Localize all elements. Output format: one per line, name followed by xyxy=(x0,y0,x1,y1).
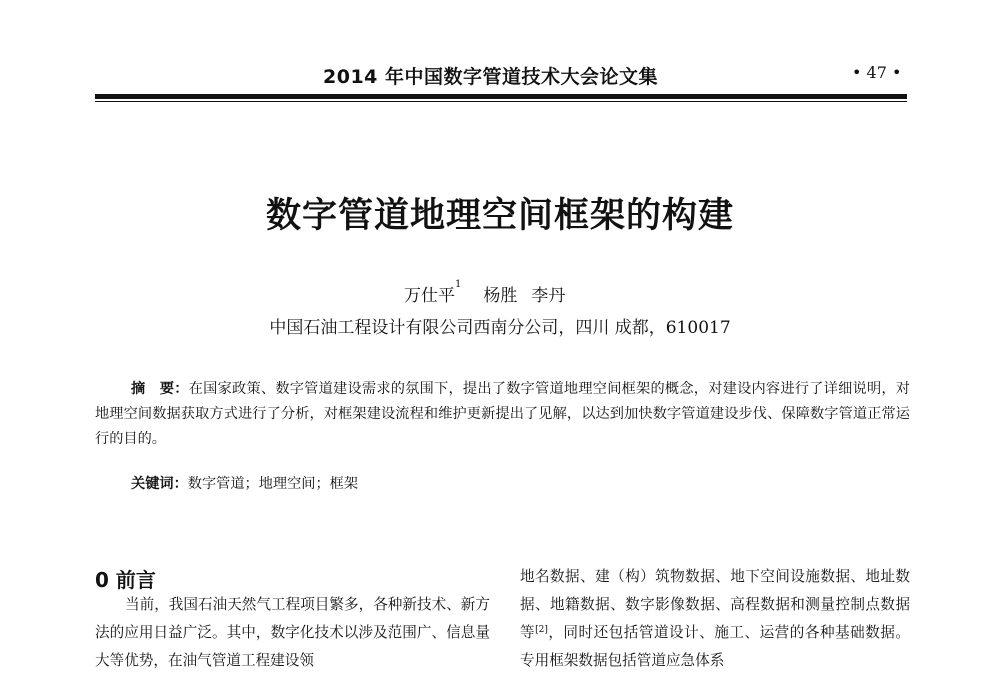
section-heading: 0 前言 xyxy=(95,568,156,592)
abstract xyxy=(95,377,910,452)
affiliation: 中国石油工程设计有限公司西南分公司，四川 成都，610017 xyxy=(269,318,731,338)
keywords xyxy=(131,473,358,493)
article-title: 数字管道地理空间框架的构建 xyxy=(265,196,734,236)
body-text: 地名数据、建（构）筑物数据、地下空间设施数据、地址数据、地籍数据、数字影像数据、高程数据和测量控制点数据等 xyxy=(520,568,910,641)
running-title: 2014 年中国数字管道技术大会论文集 xyxy=(323,66,658,88)
page-number: • 47 • xyxy=(852,63,902,82)
author-name: 李丹 xyxy=(531,286,566,306)
abstract-label: 摘 要： xyxy=(131,381,189,397)
keywords-label: 关键词： xyxy=(131,476,188,492)
abstract-text: 在国家政策、数字管道建设需求的氛围下，提出了数字管道地理空间框架的概念，对建设内容进行了详细说明，对地理空间数据获取方式进行了分析，对框架建设流程和维护更新提出了见解，以达到加快数字管道建设步伐、保障数字管道正常运行的目的。 xyxy=(95,381,910,447)
author-name: 万仕平 xyxy=(404,286,455,306)
body-column-right xyxy=(520,563,910,675)
citation-mark: [2] xyxy=(535,625,548,635)
header-rule-thin xyxy=(95,101,907,102)
body-text: ，同时还包括管道设计、施工、运营的各种基础数据。专用框架数据包括管道应急体系 xyxy=(520,624,910,669)
body-column-left: 当前，我国石油天然气工程项目繁多，各种新技术、新方法的应用日益广泛。其中，数字化技术以涉及范围广、信息量大等优势，在油气管道工程建设领 xyxy=(95,596,490,669)
header-rule-thick xyxy=(95,94,907,99)
keywords-text: 数字管道；地理空间；框架 xyxy=(187,476,359,492)
affiliation-mark: 1 xyxy=(455,279,462,290)
author-name: 杨胜 xyxy=(483,286,518,306)
author-line xyxy=(404,281,565,306)
